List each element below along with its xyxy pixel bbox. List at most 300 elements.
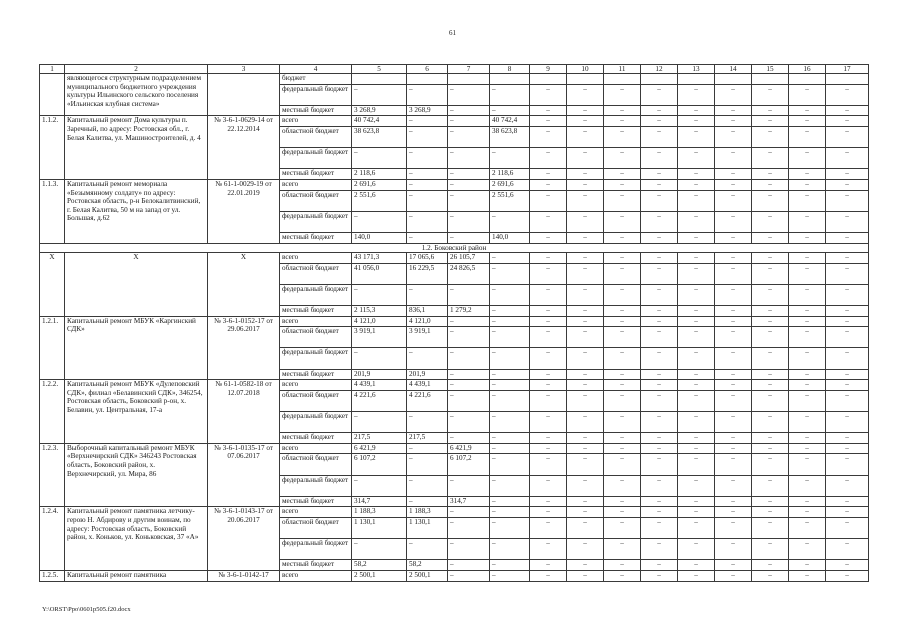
value-year-8: –	[678, 179, 715, 190]
value-year-4: –	[530, 179, 567, 190]
value-year-3: 2 551,6	[490, 190, 530, 211]
value-year-10: –	[752, 443, 789, 454]
column-number: 17	[826, 65, 869, 74]
value-year-9: –	[715, 232, 752, 243]
document-reference: № 3-6-1-0152-17 от 29.06.2017	[208, 316, 280, 380]
value-year-1: 1 130,1	[407, 517, 448, 538]
value-year-4: –	[530, 348, 567, 369]
value-year-11: –	[789, 306, 826, 317]
value-year-3	[490, 74, 530, 85]
value-year-11: –	[789, 253, 826, 264]
value-year-11: –	[789, 169, 826, 180]
table-row	[40, 443, 869, 454]
value-year-3: –	[490, 105, 530, 116]
funding-source: областной бюджет	[280, 517, 352, 538]
column-number: 14	[715, 65, 752, 74]
column-number: 10	[567, 65, 604, 74]
value-total	[352, 74, 407, 85]
value-year-11: –	[789, 433, 826, 444]
value-year-5: –	[567, 84, 604, 105]
value-year-7: –	[641, 348, 678, 369]
value-year-11: –	[789, 380, 826, 391]
value-year-6: –	[604, 380, 641, 391]
value-year-11: –	[789, 454, 826, 475]
value-year-2: 24 826,5	[448, 263, 490, 284]
value-year-11: –	[789, 116, 826, 127]
value-year-4: –	[530, 169, 567, 180]
page-number: 61	[449, 29, 456, 37]
value-year-10: –	[752, 475, 789, 496]
value-year-10: –	[752, 116, 789, 127]
value-year-6: –	[604, 211, 641, 232]
value-year-12: –	[826, 369, 869, 380]
value-year-9: –	[715, 190, 752, 211]
table-row	[40, 380, 869, 391]
value-year-5: –	[567, 560, 604, 571]
value-year-12: –	[826, 284, 869, 305]
table-row	[40, 507, 869, 518]
document-reference: № 3-6-1-0135-17 от 07.06.2017	[208, 443, 280, 507]
section-title: 1.2. Боковский район	[40, 243, 869, 253]
value-total: 6 421,9	[352, 443, 407, 454]
value-year-9	[715, 74, 752, 85]
object-name: Капитальный ремонт памятника летчику-герою Н. Абдирову и другим воинам, по адресу: Ростовская область, Боковский район, х. Коньков, ул. Коньковская, 37 «А»	[65, 507, 208, 571]
value-year-8: –	[678, 116, 715, 127]
value-year-3: –	[490, 316, 530, 327]
row-number: Х	[40, 253, 65, 317]
funding-source: федеральный бюджет	[280, 539, 352, 560]
value-year-7	[641, 74, 678, 85]
value-year-8: –	[678, 105, 715, 116]
value-year-8: –	[678, 169, 715, 180]
value-year-10: –	[752, 390, 789, 411]
object-name: Капитальный ремонт Дома культуры п. Заречный, по адресу: Ростовская обл., г. Белая Калитва, ул. Машиностроителей, д. 4	[65, 116, 208, 180]
value-year-2: –	[448, 539, 490, 560]
value-total: 2 115,3	[352, 306, 407, 317]
value-year-8: –	[678, 84, 715, 105]
object-name: Х	[65, 253, 208, 317]
column-number: 11	[604, 65, 641, 74]
value-year-9: –	[715, 179, 752, 190]
value-year-2: –	[448, 369, 490, 380]
value-year-6: –	[604, 327, 641, 348]
value-year-4: –	[530, 84, 567, 105]
value-year-4: –	[530, 105, 567, 116]
object-name: Капитальный ремонт МБУК «Каргинский СДК»	[65, 316, 208, 380]
value-year-7: –	[641, 263, 678, 284]
value-year-7: –	[641, 327, 678, 348]
value-year-5: –	[567, 190, 604, 211]
value-year-5: –	[567, 211, 604, 232]
value-year-8: –	[678, 390, 715, 411]
row-number: 1.2.2.	[40, 380, 65, 444]
value-year-2: 6 107,2	[448, 454, 490, 475]
value-year-4: –	[530, 454, 567, 475]
value-year-10: –	[752, 380, 789, 391]
document-reference: № 61-1-0582-18 от 12.07.2018	[208, 380, 280, 444]
value-year-11: –	[789, 211, 826, 232]
value-year-5: –	[567, 306, 604, 317]
value-year-5: –	[567, 380, 604, 391]
value-year-5: –	[567, 126, 604, 147]
value-year-2: –	[448, 517, 490, 538]
value-year-11: –	[789, 284, 826, 305]
value-year-6: –	[604, 443, 641, 454]
value-year-3: –	[490, 284, 530, 305]
value-year-12: –	[826, 390, 869, 411]
value-year-11: –	[789, 507, 826, 518]
value-year-9: –	[715, 443, 752, 454]
column-number: 2	[65, 65, 208, 74]
value-year-12: –	[826, 148, 869, 169]
value-year-10: –	[752, 412, 789, 433]
value-year-7: –	[641, 105, 678, 116]
value-total: 2 691,6	[352, 179, 407, 190]
value-year-2: –	[448, 148, 490, 169]
value-year-1: 1 188,3	[407, 507, 448, 518]
value-year-12: –	[826, 412, 869, 433]
value-year-3: –	[490, 539, 530, 560]
value-year-6: –	[604, 232, 641, 243]
value-year-7: –	[641, 433, 678, 444]
value-year-1: 16 229,5	[407, 263, 448, 284]
value-year-12: –	[826, 433, 869, 444]
value-year-10: –	[752, 253, 789, 264]
value-year-11: –	[789, 443, 826, 454]
value-year-4: –	[530, 190, 567, 211]
value-year-12: –	[826, 570, 869, 581]
value-year-1: –	[407, 412, 448, 433]
value-year-4: –	[530, 263, 567, 284]
value-year-9: –	[715, 496, 752, 507]
value-year-9: –	[715, 84, 752, 105]
value-year-7: –	[641, 232, 678, 243]
value-year-12: –	[826, 232, 869, 243]
value-year-3: –	[490, 412, 530, 433]
value-year-7: –	[641, 496, 678, 507]
value-year-4	[530, 74, 567, 85]
section-row	[40, 243, 869, 253]
value-year-5: –	[567, 253, 604, 264]
value-year-12: –	[826, 306, 869, 317]
value-year-6: –	[604, 148, 641, 169]
value-year-7: –	[641, 369, 678, 380]
value-year-4: –	[530, 316, 567, 327]
value-year-7: –	[641, 126, 678, 147]
value-year-4: –	[530, 539, 567, 560]
value-year-2: –	[448, 179, 490, 190]
value-year-4: –	[530, 412, 567, 433]
funding-source: всего	[280, 116, 352, 127]
value-year-11: –	[789, 475, 826, 496]
value-year-1: –	[407, 284, 448, 305]
value-year-10: –	[752, 539, 789, 560]
value-year-2: –	[448, 507, 490, 518]
funding-source: всего	[280, 507, 352, 518]
funding-source: всего	[280, 179, 352, 190]
value-year-10: –	[752, 169, 789, 180]
column-number: 5	[352, 65, 407, 74]
value-total: 4 121,0	[352, 316, 407, 327]
value-year-6: –	[604, 179, 641, 190]
value-year-10: –	[752, 105, 789, 116]
value-year-2: 6 421,9	[448, 443, 490, 454]
value-year-10: –	[752, 454, 789, 475]
value-year-6: –	[604, 284, 641, 305]
value-year-3: –	[490, 570, 530, 581]
value-year-4: –	[530, 306, 567, 317]
value-year-3: –	[490, 443, 530, 454]
value-year-9: –	[715, 348, 752, 369]
value-year-2: 1 279,2	[448, 306, 490, 317]
value-year-2: –	[448, 116, 490, 127]
value-year-10	[752, 74, 789, 85]
document-reference: № 3-6-1-0629-14 от 22.12.2014	[208, 116, 280, 180]
value-year-6	[604, 74, 641, 85]
funding-source: местный бюджет	[280, 560, 352, 571]
value-total: 4 221,6	[352, 390, 407, 411]
value-year-9: –	[715, 433, 752, 444]
value-year-9: –	[715, 126, 752, 147]
value-year-5: –	[567, 507, 604, 518]
value-year-11: –	[789, 539, 826, 560]
value-total: –	[352, 475, 407, 496]
value-total: –	[352, 211, 407, 232]
value-total: 2 500,1	[352, 570, 407, 581]
value-year-9: –	[715, 327, 752, 348]
value-year-3: –	[490, 560, 530, 571]
value-year-2: –	[448, 284, 490, 305]
value-year-7: –	[641, 284, 678, 305]
value-total: 314,7	[352, 496, 407, 507]
value-year-4: –	[530, 126, 567, 147]
value-year-7: –	[641, 169, 678, 180]
value-year-10: –	[752, 570, 789, 581]
value-year-11: –	[789, 517, 826, 538]
funding-source: всего	[280, 316, 352, 327]
value-year-2: –	[448, 475, 490, 496]
value-total: –	[352, 539, 407, 560]
value-year-3: –	[490, 507, 530, 518]
value-year-10: –	[752, 84, 789, 105]
value-year-9: –	[715, 211, 752, 232]
value-year-10: –	[752, 433, 789, 444]
value-year-11: –	[789, 412, 826, 433]
value-total: 2 118,6	[352, 169, 407, 180]
value-year-9: –	[715, 390, 752, 411]
value-year-3: –	[490, 496, 530, 507]
value-year-7: –	[641, 390, 678, 411]
row-number	[40, 74, 65, 116]
value-total: 6 107,2	[352, 454, 407, 475]
value-year-12: –	[826, 507, 869, 518]
value-year-5: –	[567, 443, 604, 454]
value-year-8: –	[678, 306, 715, 317]
funding-source: федеральный бюджет	[280, 475, 352, 496]
value-year-4: –	[530, 211, 567, 232]
column-number: 9	[530, 65, 567, 74]
value-year-4: –	[530, 433, 567, 444]
budget-table	[39, 64, 869, 582]
value-year-3: –	[490, 253, 530, 264]
value-year-6: –	[604, 316, 641, 327]
value-year-8: –	[678, 148, 715, 169]
value-year-1: –	[407, 475, 448, 496]
value-year-5: –	[567, 327, 604, 348]
value-year-7: –	[641, 116, 678, 127]
value-year-4: –	[530, 443, 567, 454]
value-year-1: –	[407, 211, 448, 232]
value-year-1	[407, 74, 448, 85]
object-name: Капитальный ремонт МБУК «Дулеповский СДК», филиал «Белавинский СДК», 346254, Ростовская область, Боковский р-он, х. Белавин, ул. Центральная, 17-а	[65, 380, 208, 444]
value-year-8: –	[678, 443, 715, 454]
value-year-10: –	[752, 179, 789, 190]
column-number: 12	[641, 65, 678, 74]
value-total: 2 551,6	[352, 190, 407, 211]
column-number: 13	[678, 65, 715, 74]
object-name: Выборочный капитальный ремонт МБУК «Верхнечирский СДК» 346243 Ростовская область, Боковский район, х. Верхнечирский, ул. Мира, 86	[65, 443, 208, 507]
value-year-8: –	[678, 570, 715, 581]
value-year-7: –	[641, 84, 678, 105]
value-year-4: –	[530, 253, 567, 264]
value-year-6: –	[604, 507, 641, 518]
value-year-8: –	[678, 475, 715, 496]
value-year-1: 201,9	[407, 369, 448, 380]
value-year-8: –	[678, 284, 715, 305]
value-year-7: –	[641, 316, 678, 327]
value-year-6: –	[604, 126, 641, 147]
row-number: 1.2.1.	[40, 316, 65, 380]
column-number: 3	[208, 65, 280, 74]
value-year-8: –	[678, 517, 715, 538]
value-year-2: –	[448, 84, 490, 105]
value-year-4: –	[530, 284, 567, 305]
value-year-5: –	[567, 517, 604, 538]
funding-source: областной бюджет	[280, 390, 352, 411]
value-year-11: –	[789, 148, 826, 169]
value-year-1: 4 439,1	[407, 380, 448, 391]
value-year-2: –	[448, 169, 490, 180]
table-row	[40, 253, 869, 264]
value-year-7: –	[641, 412, 678, 433]
value-year-4: –	[530, 148, 567, 169]
value-year-11: –	[789, 84, 826, 105]
value-year-12: –	[826, 348, 869, 369]
value-year-10: –	[752, 148, 789, 169]
value-year-6: –	[604, 369, 641, 380]
funding-source: всего	[280, 443, 352, 454]
value-total: 3 919,1	[352, 327, 407, 348]
value-year-8: –	[678, 348, 715, 369]
value-year-5: –	[567, 570, 604, 581]
value-year-11: –	[789, 496, 826, 507]
value-year-10: –	[752, 496, 789, 507]
value-year-11: –	[789, 560, 826, 571]
value-year-5: –	[567, 412, 604, 433]
value-total: 58,2	[352, 560, 407, 571]
value-year-7: –	[641, 475, 678, 496]
value-year-2	[448, 74, 490, 85]
value-year-9: –	[715, 169, 752, 180]
funding-source: областной бюджет	[280, 454, 352, 475]
value-year-1: –	[407, 148, 448, 169]
document-reference: Х	[208, 253, 280, 317]
value-year-12: –	[826, 263, 869, 284]
value-year-12: –	[826, 126, 869, 147]
value-year-12: –	[826, 116, 869, 127]
footer-file-path: Y:\ORST\Ppo\0601p505.f20.docx	[42, 606, 131, 613]
value-year-2: –	[448, 105, 490, 116]
value-total: –	[352, 148, 407, 169]
value-year-6: –	[604, 454, 641, 475]
funding-source: федеральный бюджет	[280, 412, 352, 433]
value-year-1: –	[407, 84, 448, 105]
value-year-8: –	[678, 380, 715, 391]
value-year-8: –	[678, 496, 715, 507]
value-year-3: 38 623,8	[490, 126, 530, 147]
value-year-4: –	[530, 390, 567, 411]
value-year-6: –	[604, 570, 641, 581]
value-year-1: 3 919,1	[407, 327, 448, 348]
value-year-6: –	[604, 306, 641, 317]
value-year-6: –	[604, 412, 641, 433]
value-year-2: –	[448, 433, 490, 444]
value-year-4: –	[530, 475, 567, 496]
value-year-12: –	[826, 190, 869, 211]
value-year-2: –	[448, 327, 490, 348]
value-year-8: –	[678, 263, 715, 284]
column-number: 8	[490, 65, 530, 74]
row-number: 1.2.5.	[40, 570, 65, 581]
value-year-11: –	[789, 190, 826, 211]
value-year-10: –	[752, 211, 789, 232]
value-year-2: –	[448, 560, 490, 571]
value-total: –	[352, 412, 407, 433]
value-year-9: –	[715, 284, 752, 305]
value-year-1: –	[407, 232, 448, 243]
value-year-2: –	[448, 211, 490, 232]
value-total: 140,0	[352, 232, 407, 243]
funding-source: местный бюджет	[280, 232, 352, 243]
value-year-4: –	[530, 560, 567, 571]
value-year-8: –	[678, 412, 715, 433]
value-year-12: –	[826, 179, 869, 190]
value-year-6: –	[604, 496, 641, 507]
value-year-3: –	[490, 348, 530, 369]
value-year-6: –	[604, 84, 641, 105]
value-year-8: –	[678, 560, 715, 571]
value-year-5: –	[567, 475, 604, 496]
value-year-1: –	[407, 348, 448, 369]
value-year-12: –	[826, 539, 869, 560]
value-year-4: –	[530, 517, 567, 538]
value-year-7: –	[641, 454, 678, 475]
value-year-7: –	[641, 443, 678, 454]
value-year-12: –	[826, 454, 869, 475]
value-year-3: –	[490, 380, 530, 391]
value-year-3: –	[490, 263, 530, 284]
value-year-8: –	[678, 539, 715, 560]
value-year-8: –	[678, 211, 715, 232]
row-number: 1.1.2.	[40, 116, 65, 180]
table-row	[40, 570, 869, 581]
value-year-5: –	[567, 539, 604, 560]
value-year-1: –	[407, 179, 448, 190]
value-year-9: –	[715, 517, 752, 538]
value-year-6: –	[604, 560, 641, 571]
value-year-6: –	[604, 116, 641, 127]
value-year-7: –	[641, 539, 678, 560]
